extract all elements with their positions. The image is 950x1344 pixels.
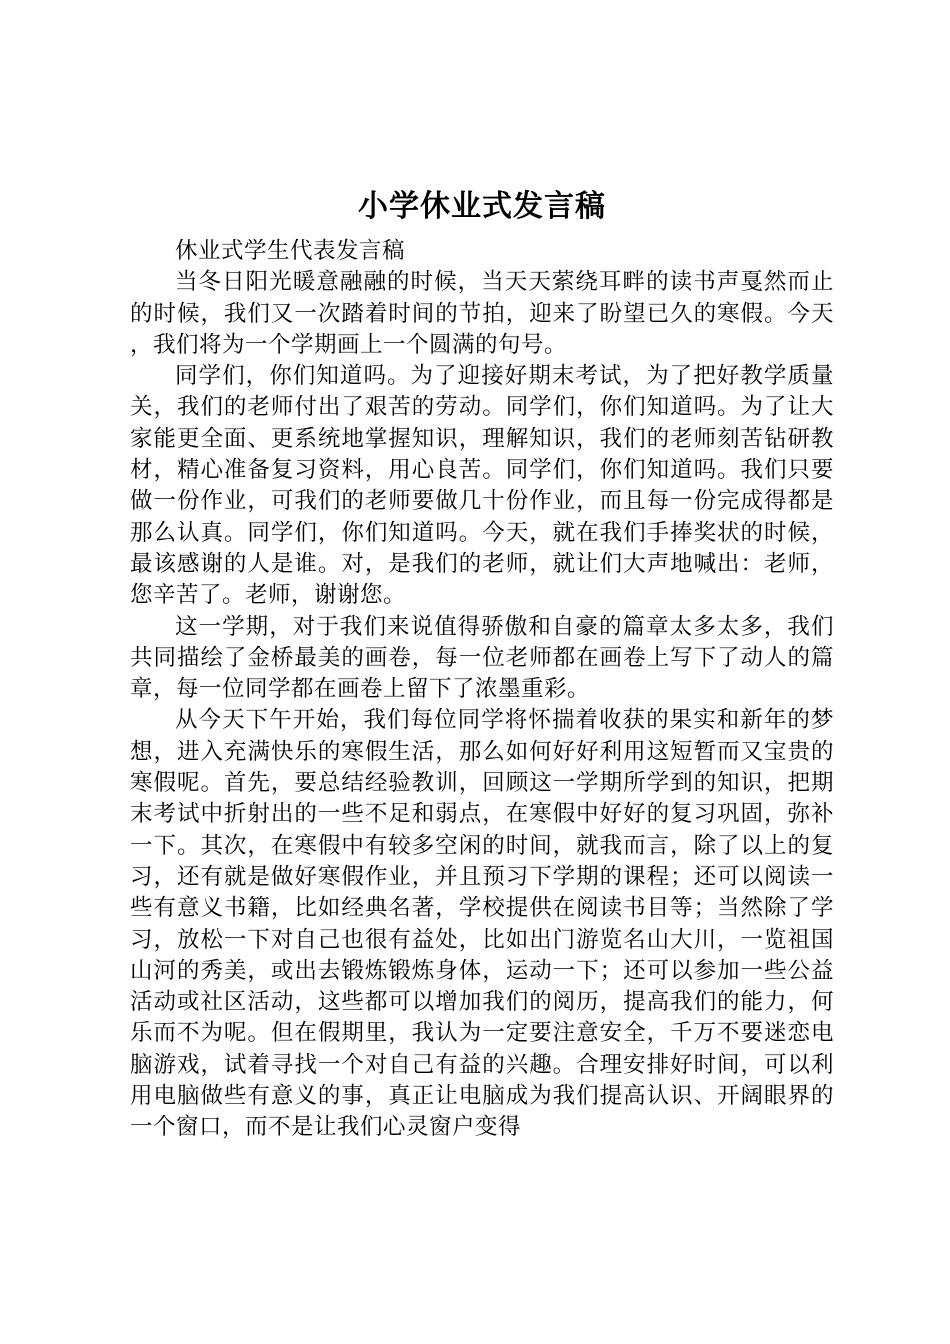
document-subtitle: 休业式学生代表发言稿 — [175, 238, 406, 264]
paragraph-4: 从今天下午开始，我们每位同学将怀揣着收获的果实和新年的梦想，进入充满快乐的寒假生活，那么如何好好利用这短暂而又宝贵的寒假呢。首先，要总结经验教训，回顾这一学期所学到的知识，把期末考试中折射出的一些不足和弱点，在寒假中好好的复习巩固，弥补一下。其次，在寒假中有较多空闲的时间，就我而言，除了以上的复习，还有就是做好寒假作业，并且预习下学期的课程；还可以阅读一些有意义书籍，比如经典名著，学校提供在阅读书目等；当然除了学习，放松一下对自己也很有益处，比如出门游览名山大川，一览祖国山河的秀美，或出去锻炼锻炼身体，运动一下；还可以参加一些公益活动或社区活动，这些都可以增加我们的阅历，提高我们的能力，何乐而不为呢。但在假期里，我认为一定要注意安全，千万不要迷恋电脑游戏，试着寻找一个对自己有益的兴趣。合理安排好时间，可以利用电脑做些有意义的事，真正让电脑成为我们提高认识、开阔眼界的一个窗口，而不是让我们心灵窗户变得 — [130, 707, 834, 1141]
paragraph-2: 同学们，你们知道吗。为了迎接好期末考试，为了把好教学质量关，我们的老师付出了艰苦的劳动。同学们，你们知道吗。为了让大家能更全面、更系统地掌握知识，理解知识，我们的老师刻苦钻研教材，精心准备复习资料，用心良苦。同学们，你们知道吗。我们只要做一份作业，可我们的老师要做几十份作业，而且每一份完成得都是那么认真。同学们，你们知道吗。今天，就在我们手捧奖状的时候，最该感谢的人是谁。对，是我们的老师，就让们大声地喊出：老师，您辛苦了。老师，谢谢您。 — [130, 363, 834, 609]
paragraph-1: 当冬日阳光暖意融融的时候，当天天萦绕耳畔的读书声戛然而止的时候，我们又一次踏着时间的节拍，迎来了盼望已久的寒假。今天，我们将为一个学期画上一个圆满的句号。 — [130, 269, 834, 358]
paragraph-3: 这一学期，对于我们来说值得骄傲和自豪的篇章太多太多，我们共同描绘了金桥最美的画卷，每一位老师都在画卷上写下了动人的篇章，每一位同学都在画卷上留下了浓墨重彩。 — [130, 613, 834, 703]
document-title: 小学休业式发言稿 — [358, 189, 606, 224]
document-page — [130, 182, 834, 1144]
